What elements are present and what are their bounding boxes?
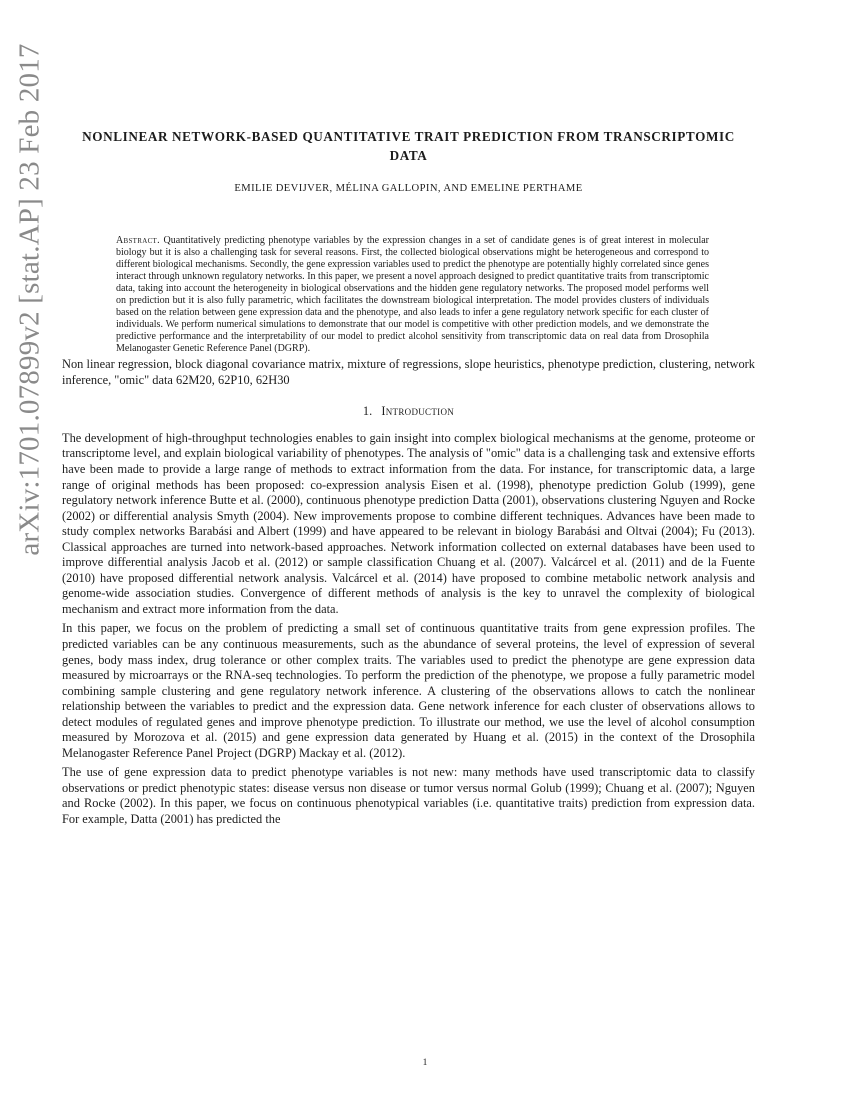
abstract [116,235,709,355]
paragraph: The development of high-throughput technologies enables to gain insight into complex biological mechanisms at the genome, proteome or transcriptome level, and explain biological variability of phenotypes. The analysis of "omic" data is a challenging task and extensive efforts have been made to provide a large range of methods to extract information from the data. For instance, for transcriptomic data, a large range of original methods has been proposed: co-expression analysis Eisen et al. (1998), phenotype prediction Golub (1999), gene regulatory network inference Butte et al. (2000), continuous phenotype prediction Datta (2001), observations clustering Nguyen and Rocke (2002) or differential analysis Smyth (2004). New improvements propose to combine different techniques. Advances have been made to study complex networks Barabási and Albert (1999) and have appeared to be relevant in biology Barabási and Oltvai (2004); Fu (2013). Classical approaches are turned into network-based approaches. Network information collected on external databases have been used to improve differential analysis Jacob et al. (2012) or sample classification Chuang et al. (2007). Valcárcel et al. (2011) and de la Fuente (2010) have proposed differential network analysis. Valcárcel et al. (2014) have proposed to combine metabolic network analysis and genome-wide association studies. Convergence of different methods of analysis is the key to unravel the complexity of biological mechanism and extract more information from the data. [62,430,755,616]
arxiv-stamp: arXiv:1701.07899v2 [stat.AP] 23 Feb 2017 [13,43,46,556]
paper-title: NONLINEAR NETWORK-BASED QUANTITATIVE TRAIT PREDICTION FROM TRANSCRIPTOMIC DATA [82,129,735,163]
abstract-text: Quantitatively predicting phenotype variables by the expression changes in a set of candidate genes is of great interest in molecular biology but it is also a challenging task for several reasons. First, the collected biological observations might be heterogeneous and correspond to different biological mechanisms. Secondly, the gene expression variables used to predict the phenotype are potentially highly correlated since genes interact through unknown regulatory networks. In this paper, we present a novel approach designed to predict quantitative traits from transcriptomic data, taking into account the heterogeneity in biological observations and the hidden gene regulatory networks. The proposed model performs well on prediction but it is also fully parametric, which facilitates the downstream biological interpretation. The model provides clusters of individuals based on the relation between gene expression data and the phenotype, and also leads to infer a gene regulatory network specific for each cluster of individuals. We perform numerical simulations to demonstrate that our model is competitive with other prediction models, and we demonstrate the predictive performance and the interpretability of our model to predict alcohol sensitivity from transcriptomic data on real data from Drosophila Melanogaster Genetic Reference Panel (DGRP). [116,235,709,355]
section-heading [62,404,755,419]
section-title: Introduction [381,403,455,418]
arxiv-sidebar [0,43,60,556]
paragraph: In this paper, we focus on the problem of predicting a small set of continuous quantitative traits from gene expression profiles. The predicted variables can be any continuous measurements, such as the abundance of several proteins, the level of expression of several genes, body mass index, drug tolerance or other complex traits. The variables used to predict the phenotype are gene expression data measured by microarrays or the RNA-seq technologies. To perform the prediction of the phenotype, we propose a fully parametric model combining sample clustering and gene regulatory network inference. A clustering of the observations allows to catch the nonlinear relationship between the variables to predict and the expression data. Gene network inference for each cluster of observations allows to detect modules of regulated genes and improve phenotype prediction. To illustrate our method, we use the level of alcohol consumption measured by Morozova et al. (2015) and gene expression data generated by Huang et al. (2015) in the context of the Drosophila Melanogaster Reference Panel Project (DGRP) Mackay et al. (2012). [62,621,755,760]
abstract-label: Abstract. [116,235,160,246]
paragraph: The use of gene expression data to predict phenotype variables is not new: many methods have used transcriptomic data to classify observations or predict phenotypic states: disease versus non disease or tumor versus normal Golub (1999); Chuang et al. (2007); Nguyen and Rocke (2002). In this paper, we focus on continuous phenotypical variables (i.e. quantitative traits) prediction from expression data. For example, Datta (2001) has predicted the [62,765,755,826]
section-number: 1. [362,403,373,418]
page-number: 1 [422,1058,428,1068]
paper-authors: EMILIE DEVIJVER, MÉLINA GALLOPIN, AND EMELINE PERTHAME [234,183,583,194]
keywords: Non linear regression, block diagonal covariance matrix, mixture of regressions, slope heuristics, phenotype prediction, clustering, network inference, "omic" data 62M20, 62P10, 62H30 [62,357,755,387]
paper-page [62,0,755,828]
